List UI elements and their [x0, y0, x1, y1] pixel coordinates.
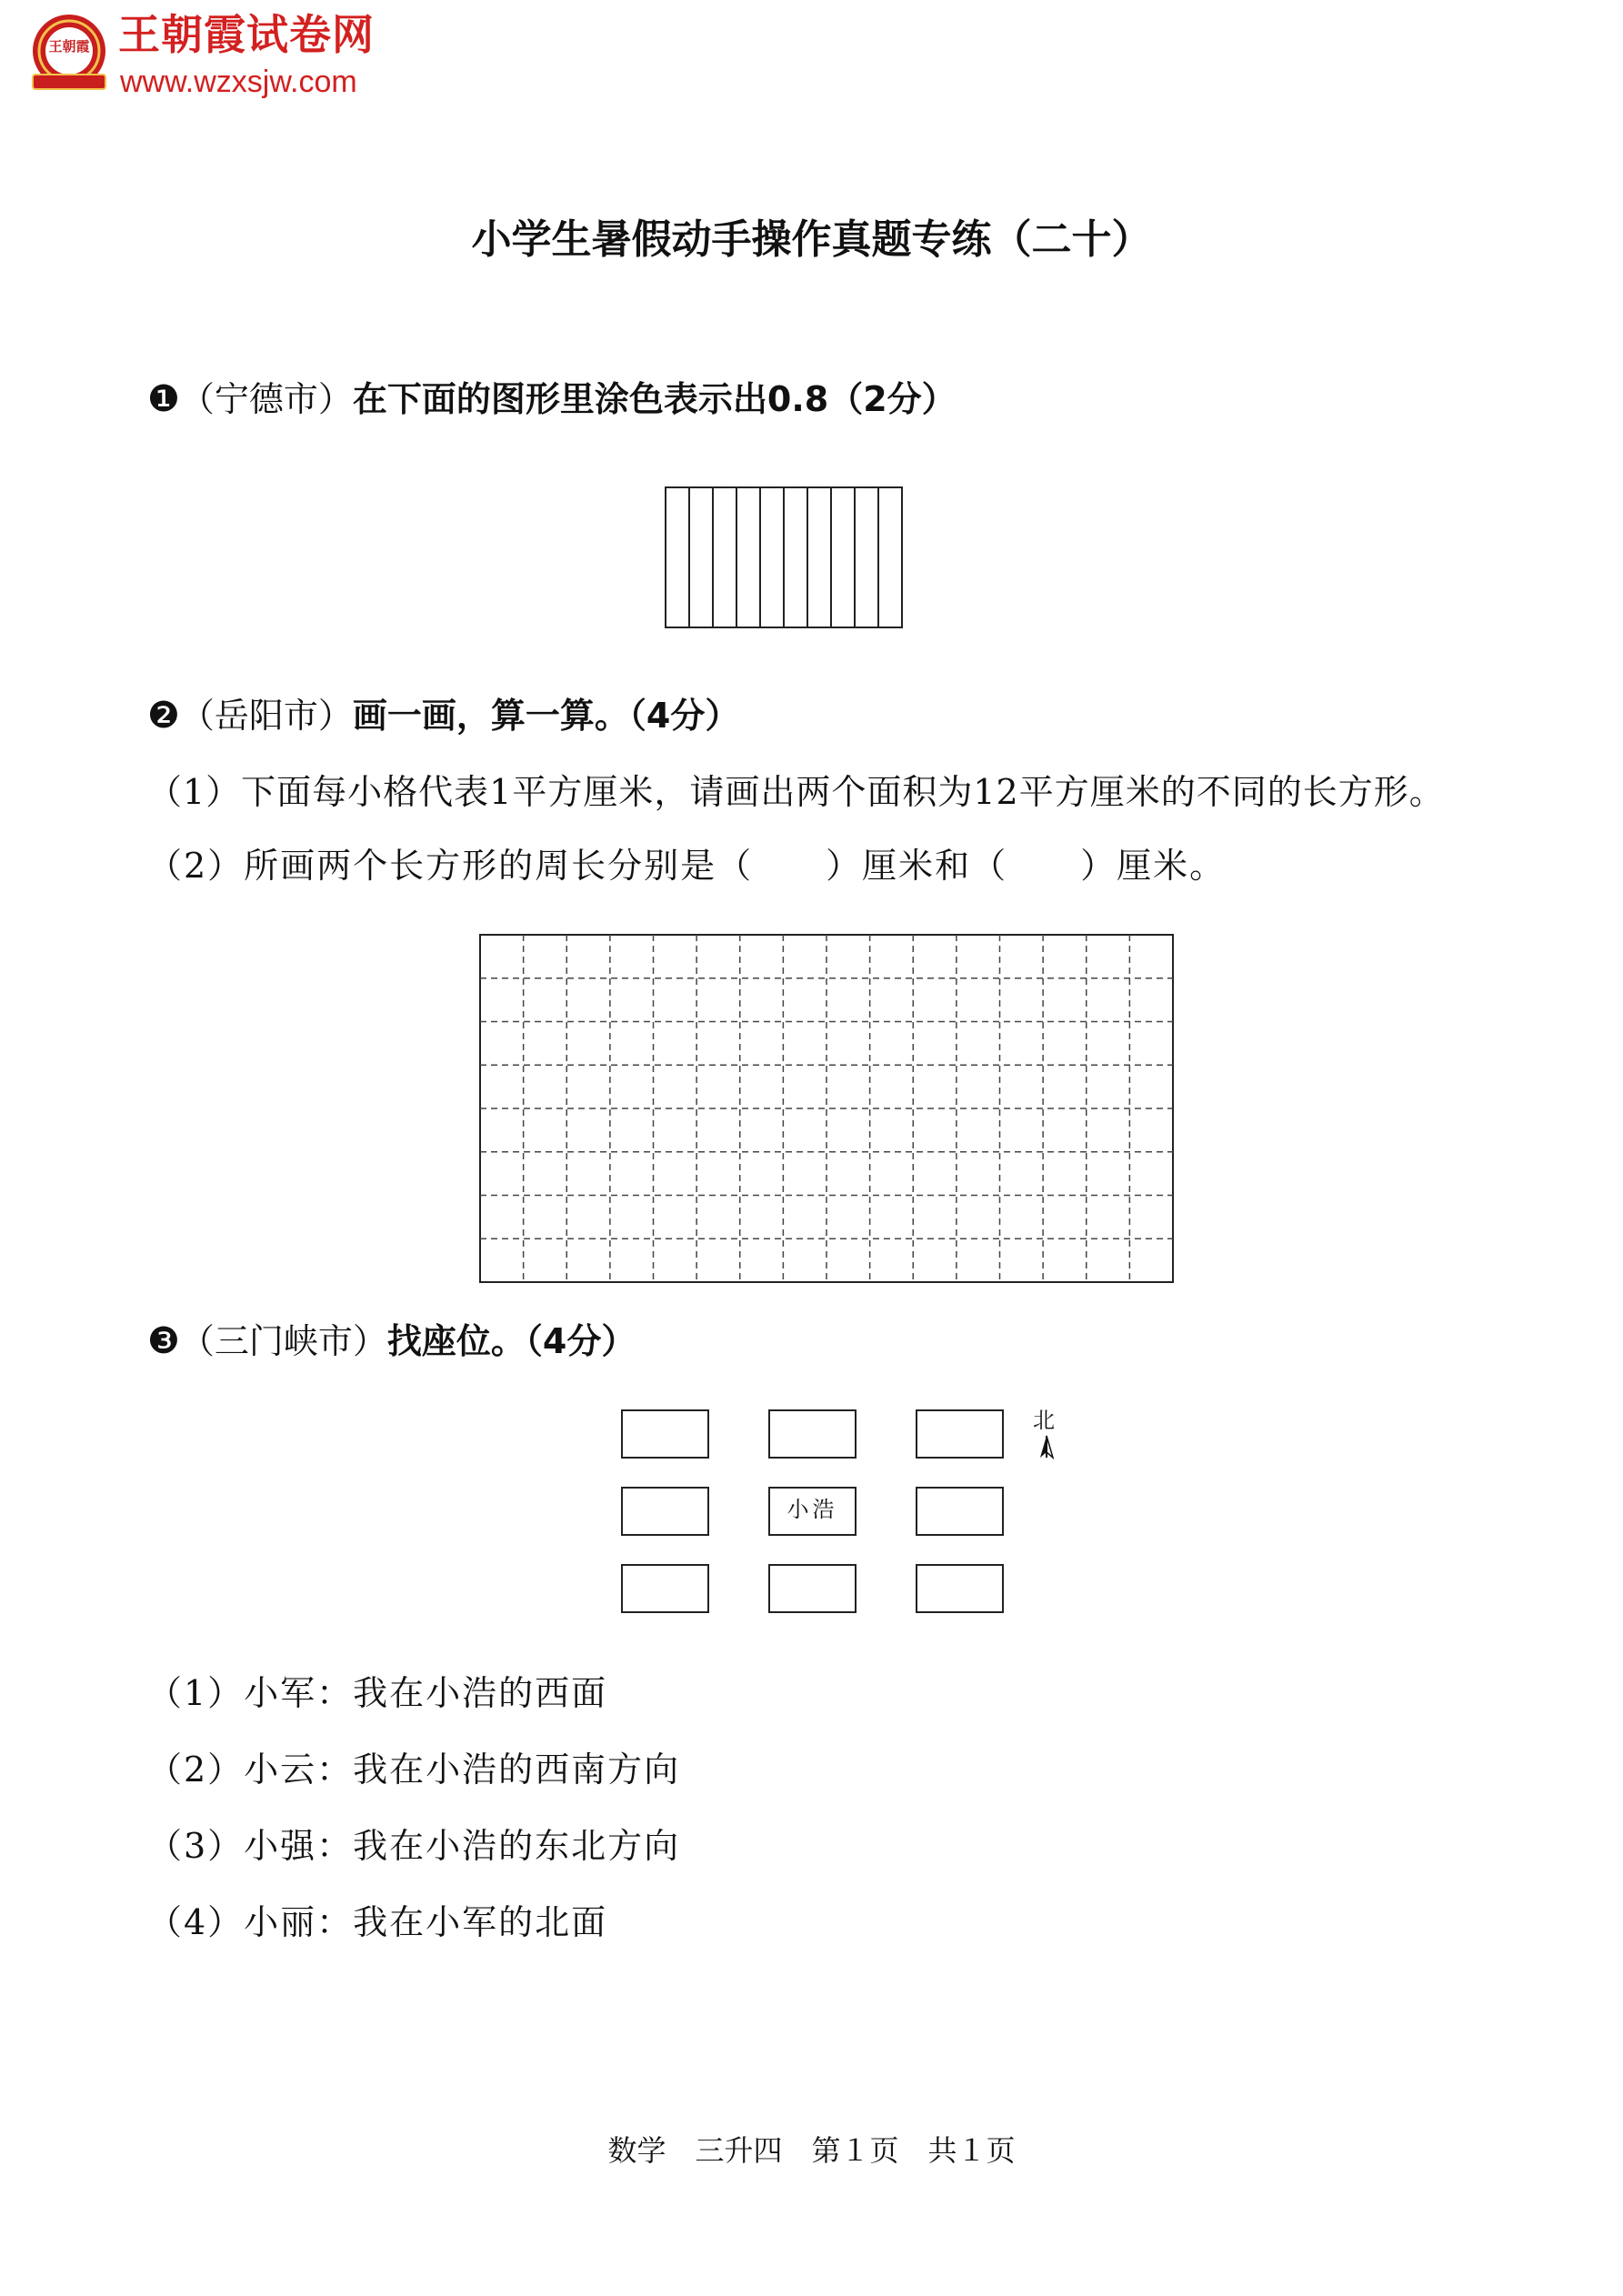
seat-box-sw[interactable]	[622, 1565, 708, 1612]
question-3-source: （三门峡市）	[179, 1321, 387, 1361]
seat-box-ne[interactable]	[917, 1410, 1003, 1458]
question-3-line-2: （2）小云：我在小浩的西南方向	[147, 1750, 681, 1790]
logo-text: 王朝霞	[48, 38, 90, 55]
square-grid[interactable]	[479, 934, 1174, 1283]
question-2-text: 画一画，算一算。（4分）	[352, 696, 740, 736]
question-2-source: （岳阳市）	[179, 696, 353, 736]
north-label: 北	[1033, 1408, 1055, 1433]
question-1-source: （宁德市）	[179, 379, 353, 419]
decimal-strip-figure[interactable]	[665, 486, 903, 628]
page-title: 小学生暑假动手操作真题专练（二十）	[471, 216, 1152, 263]
question-3-line-3: （3）小强：我在小浩的东北方向	[147, 1826, 681, 1866]
strip-cell[interactable]	[855, 487, 878, 627]
north-arrow-icon	[1037, 1434, 1057, 1459]
question-3-line-4: （4）小丽：我在小军的北面	[147, 1902, 608, 1942]
question-3-heading	[147, 1318, 636, 1364]
strip-cell[interactable]	[784, 487, 807, 627]
strip-cell[interactable]	[736, 487, 760, 627]
strip-cell[interactable]	[760, 487, 784, 627]
seat-box-w[interactable]	[622, 1488, 708, 1535]
question-1-heading	[147, 376, 957, 422]
center-seat-label: 小浩	[786, 1497, 838, 1522]
question-1-text: 在下面的图形里涂色表示出0.8（2分）	[352, 379, 957, 419]
seat-box-n[interactable]	[769, 1410, 856, 1458]
strip-cell[interactable]	[878, 487, 902, 627]
seat-box-nw[interactable]	[622, 1410, 708, 1458]
question-2-line-2: （2）所画两个长方形的周长分别是（ ）厘米和（ ）厘米。	[147, 846, 1227, 886]
seat-box-se[interactable]	[917, 1565, 1003, 1612]
strip-cell[interactable]	[666, 487, 689, 627]
question-1-number: ❶	[147, 378, 180, 420]
strip-cell[interactable]	[807, 487, 831, 627]
strip-cell[interactable]	[831, 487, 855, 627]
question-3-number: ❸	[147, 1320, 180, 1362]
page-footer: 数学 三升四 第１页 共１页	[607, 2133, 1016, 2168]
strip-cell[interactable]	[689, 487, 713, 627]
seat-box-s[interactable]	[769, 1565, 856, 1612]
seat-box-e[interactable]	[917, 1488, 1003, 1535]
question-3-text: 找座位。（4分）	[386, 1321, 636, 1361]
question-3-line-1: （1）小军：我在小浩的西面	[147, 1673, 608, 1713]
brand-url[interactable]: www.wzxsjw.com	[120, 65, 357, 99]
brand-name: 王朝霞试卷网	[118, 10, 375, 59]
question-2-number: ❷	[147, 695, 180, 737]
strip-cell[interactable]	[713, 487, 736, 627]
question-2-heading	[147, 693, 739, 738]
question-2-line-1: （1）下面每小格代表1平方厘米，请画出两个面积为12平方厘米的不同的长方形。	[147, 772, 1445, 812]
